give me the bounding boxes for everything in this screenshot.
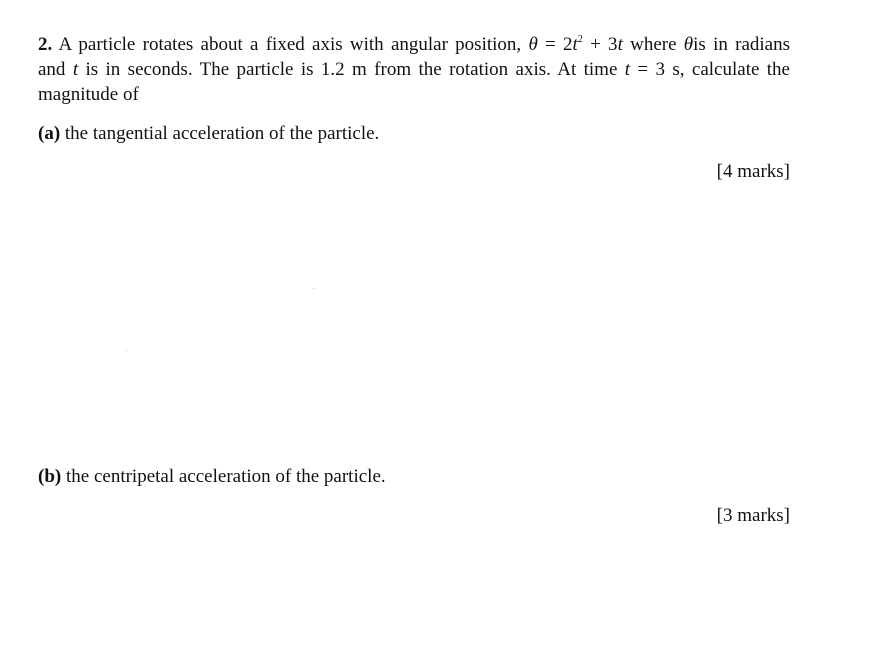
equation-t: t xyxy=(572,34,578,55)
stem-middle-text: is in seconds. The particle is 1.2 m from the rotation axis. At time xyxy=(78,59,625,80)
time-variable-2: t xyxy=(624,59,631,80)
part-b-label: (b) xyxy=(38,466,62,487)
equation-equals: = 2 xyxy=(537,34,573,55)
equation-exponent: 2 xyxy=(577,34,583,45)
where-word: where xyxy=(622,34,684,55)
question-stem-line-2 xyxy=(38,57,790,82)
part-b xyxy=(38,464,386,489)
and-word: and xyxy=(38,59,73,80)
equation-t-linear: t xyxy=(617,34,623,55)
question-number: 2. xyxy=(38,34,53,55)
part-a-text: the tangential acceleration of the particle. xyxy=(60,123,380,144)
part-a xyxy=(38,121,379,146)
part-b-marks: [3 marks] xyxy=(716,505,790,526)
equation-plus: + 3 xyxy=(582,34,618,55)
question-stem-line-3: magnitude of xyxy=(38,84,139,105)
question-text: A particle rotates about a fixed axis with angular position, xyxy=(58,34,522,55)
stem-end-text: = 3 s, calculate the xyxy=(630,59,790,80)
radians-text: is in radians xyxy=(693,34,790,55)
stray-dot xyxy=(313,288,314,289)
question-stem-line-1 xyxy=(38,32,790,57)
time-variable: t xyxy=(72,59,79,80)
part-a-label: (a) xyxy=(38,123,61,144)
part-a-marks: [4 marks] xyxy=(716,161,790,182)
part-b-text: the centripetal acceleration of the particle. xyxy=(61,466,386,487)
theta-symbol: θ xyxy=(528,34,538,55)
stray-dot xyxy=(126,350,127,351)
theta-symbol-2: θ xyxy=(683,34,694,55)
